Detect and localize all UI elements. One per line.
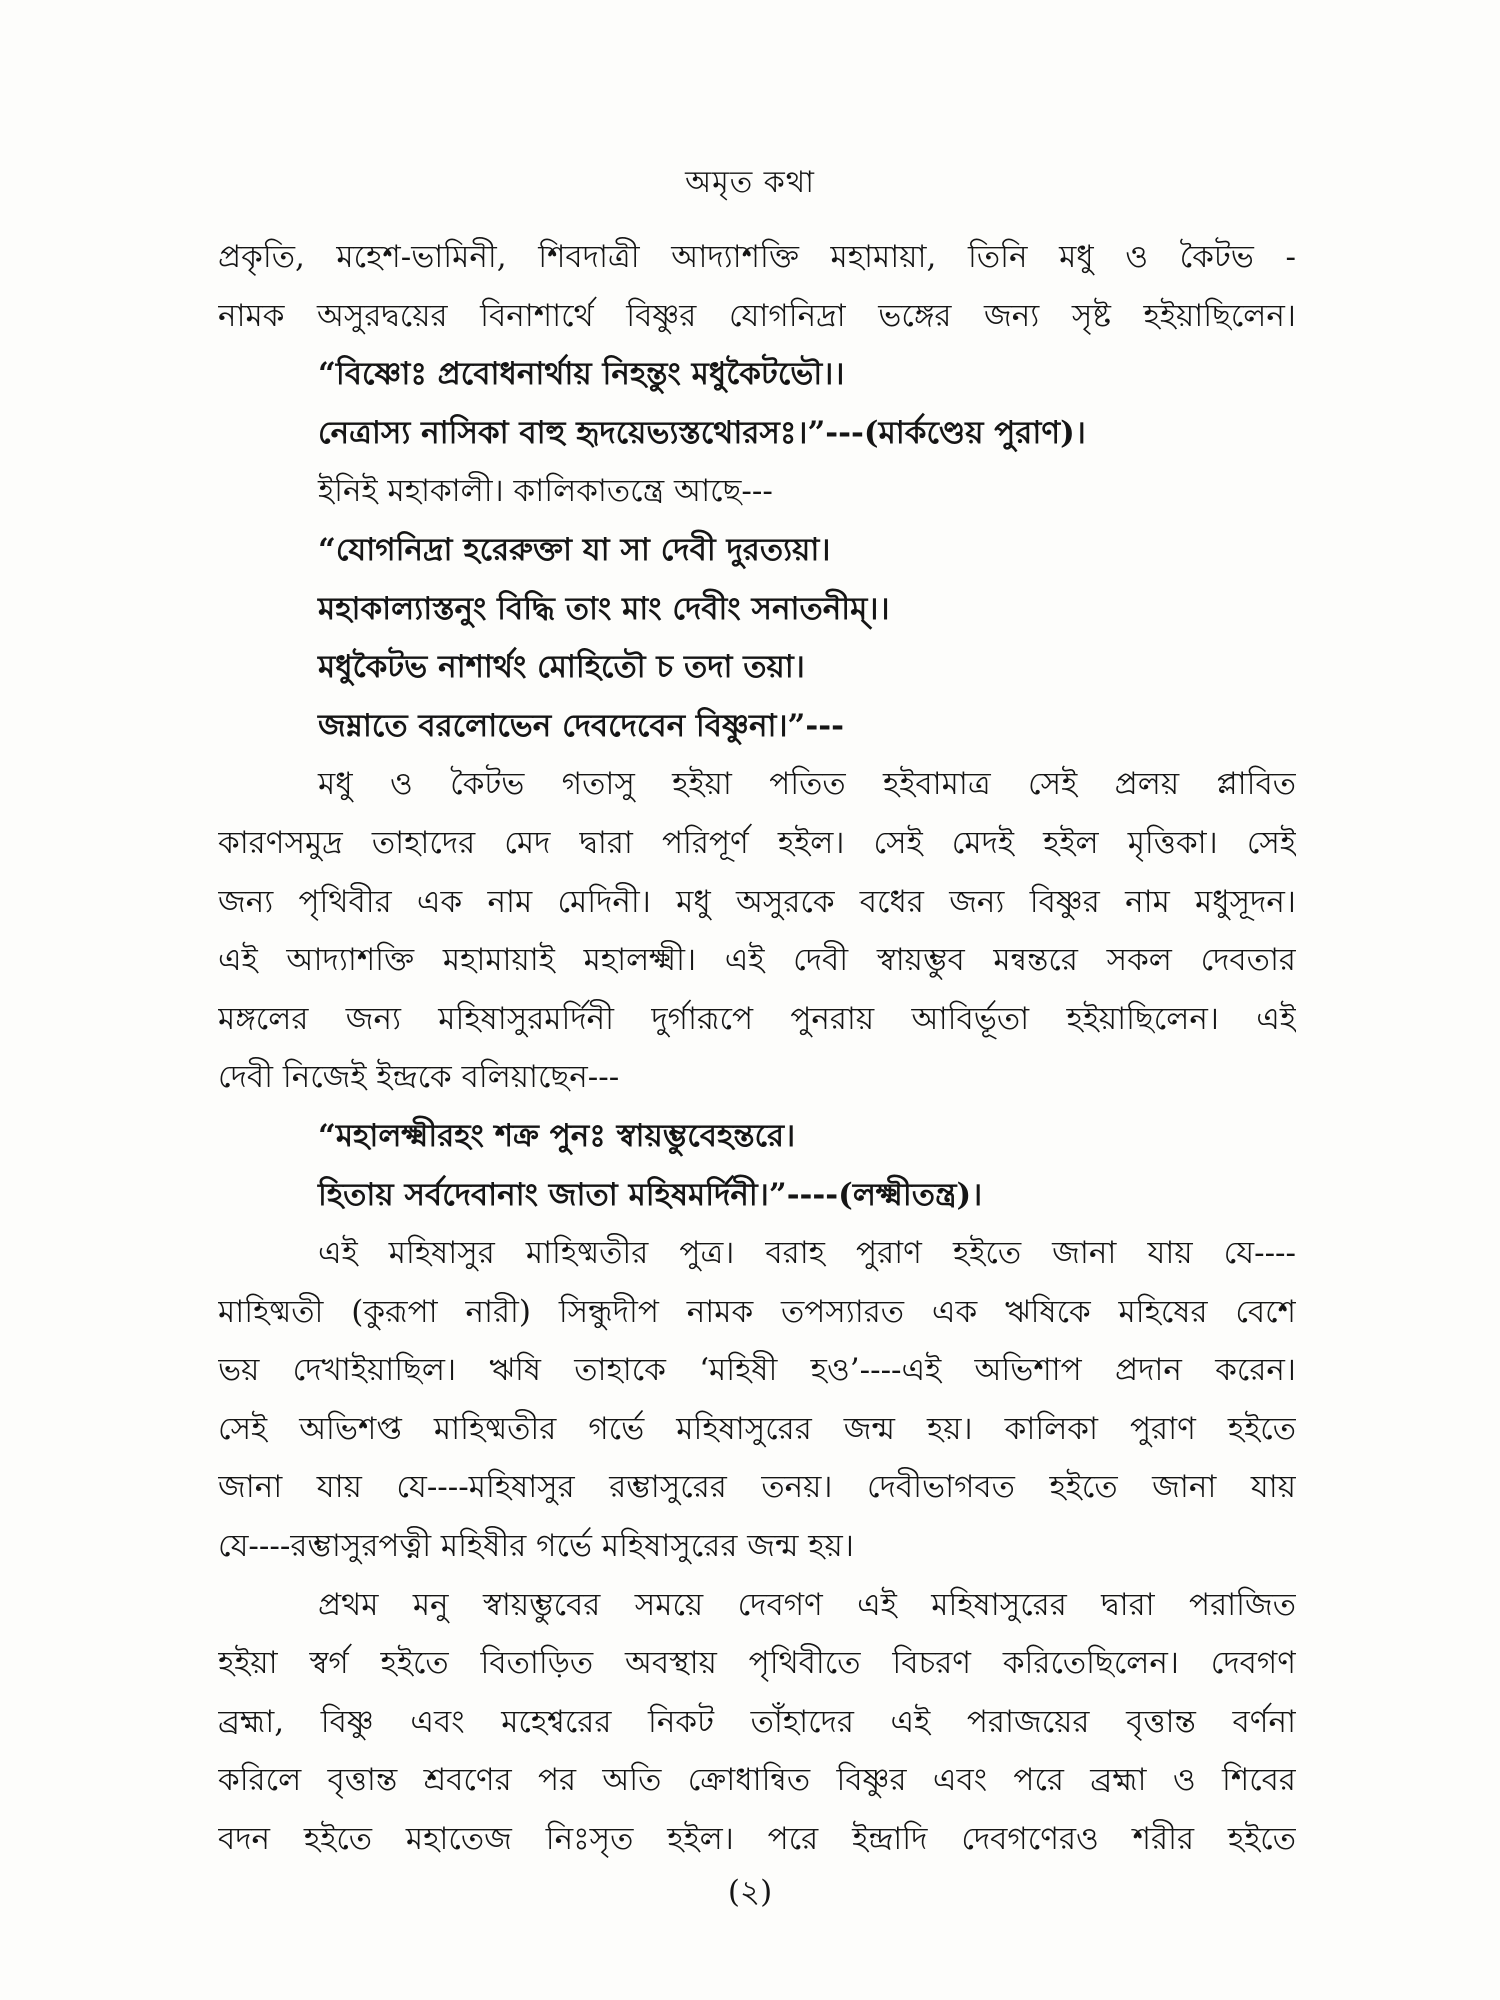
text-line: ইনিই মহাকালী। কালিকাতন্ত্রে আছে--- — [318, 473, 773, 510]
paragraph-first-line: মধু ও কৈটভ গতাসু হইয়া পতিত হইবামাত্র সেই প্রলয় প্লাবিত — [318, 766, 1296, 803]
text-line: কারণসমুদ্র তাহাদের মেদ দ্বারা পরিপূর্ণ হইল। সেই মেদই হইল মৃত্তিকা। সেই — [218, 824, 1296, 861]
text-line: মাহিষ্মতী (কুরূপা নারী) সিন্ধুদীপ নামক তপস্যারত এক ঋষিকে মহিষের বেশে — [218, 1293, 1296, 1330]
text-line: করিলে বৃত্তান্ত শ্রবণের পর অতি ক্রোধান্বিত বিষ্ণুর এবং পরে ব্রহ্মা ও শিবের — [218, 1762, 1296, 1799]
page-number: (২) — [727, 1874, 773, 1910]
running-header: অমৃত কথা — [685, 165, 815, 200]
text-line: প্রকৃতি, মহেশ-ভামিনী, শিবদাত্রী আদ্যাশক্তি মহামায়া, তিনি মধু ও কৈটভ - — [218, 239, 1296, 275]
body-text — [218, 228, 1296, 1869]
text-line: যে----রম্ভাসুরপত্নী মহিষীর গর্ভে মহিষাসুরের জন্ম হয়। — [218, 1528, 854, 1565]
verse-line: “মহালক্ষ্মীরহং শক্র পুনঃ স্বায়ম্ভুবেহন্তরে। — [318, 1117, 796, 1154]
text-line: জন্য পৃথিবীর এক নাম মেদিনী। মধু অসুরকে বধের জন্য বিষ্ণুর নাম মধুসূদন। — [218, 883, 1296, 920]
text-line: মঙ্গলের জন্য মহিষাসুরমর্দিনী দুর্গারূপে পুনরায় আবির্ভূতা হইয়াছিলেন। এই — [218, 1000, 1296, 1037]
text-line: বদন হইতে মহাতেজ নিঃসৃত হইল। পরে ইন্দ্রাদি দেবগণেরও শরীর হইতে — [218, 1821, 1296, 1858]
text-line: জানা যায় যে----মহিষাসুর রম্ভাসুরের তনয়। দেবীভাগবত হইতে জানা যায় — [218, 1469, 1296, 1506]
verse-line: নেত্রাস্য নাসিকা বাহু হৃদয়েভ্যস্তথোরসঃ।”---(মার্কণ্ডেয় পুরাণ)। — [318, 414, 1086, 451]
verse-line: হিতায় সর্বদেবানাং জাতা মহিষমর্দিনী।”----(লক্ষ্মীতন্ত্র)। — [318, 1176, 983, 1213]
verse-line: “বিষ্ণোঃ প্রবোধনার্থায় নিহন্তুং মধুকৈটভৌ।। — [318, 356, 845, 393]
text-line: নামক অসুরদ্বয়ের বিনাশার্থে বিষ্ণুর যোগনিদ্রা ভঙ্গের জন্য সৃষ্ট হইয়াছিলেন। — [218, 297, 1296, 334]
text-line: সেই অভিশপ্ত মাহিষ্মতীর গর্ভে মহিষাসুরের জন্ম হয়। কালিকা পুরাণ হইতে — [218, 1410, 1296, 1447]
verse-line: জম্নাতে বরলোভেন দেবদেবেন বিষ্ণুনা।”--- — [318, 707, 844, 744]
verse-line: মহাকাল্যাস্তনুং বিদ্ধি তাং মাং দেবীং সনাতনীম্।। — [318, 590, 890, 627]
paragraph-first-line: এই মহিষাসুর মাহিষ্মতীর পুত্র। বরাহ পুরাণ হইতে জানা যায় যে---- — [318, 1235, 1296, 1272]
text-line: ব্রহ্মা, বিষ্ণু এবং মহেশ্বরের নিকট তাঁহাদের এই পরাজয়ের বৃত্তান্ত বর্ণনা — [218, 1703, 1296, 1740]
text-line: দেবী নিজেই ইন্দ্রকে বলিয়াছেন--- — [218, 1059, 620, 1096]
verse-line: মধুকৈটভ নাশার্থং মোহিতৌ চ তদা তয়া। — [318, 649, 805, 686]
text-line: ভয় দেখাইয়াছিল। ঋষি তাহাকে ‘মহিষী হও’----এই অভিশাপ প্রদান করেন। — [218, 1352, 1296, 1389]
paragraph-first-line: প্রথম মনু স্বায়ম্ভুবের সময়ে দেবগণ এই মহিষাসুরের দ্বারা পরাজিত — [318, 1586, 1296, 1623]
text-line: হইয়া স্বর্গ হইতে বিতাড়িত অবস্থায় পৃথিবীতে বিচরণ করিতেছিলেন। দেবগণ — [218, 1645, 1296, 1682]
text-line: এই আদ্যাশক্তি মহামায়াই মহালক্ষ্মী। এই দেবী স্বায়ম্ভুব মন্বন্তরে সকল দেবতার — [218, 942, 1296, 979]
verse-line: “যোগনিদ্রা হরেরুক্তা যা সা দেবী দুরত্যয়া। — [318, 531, 831, 568]
